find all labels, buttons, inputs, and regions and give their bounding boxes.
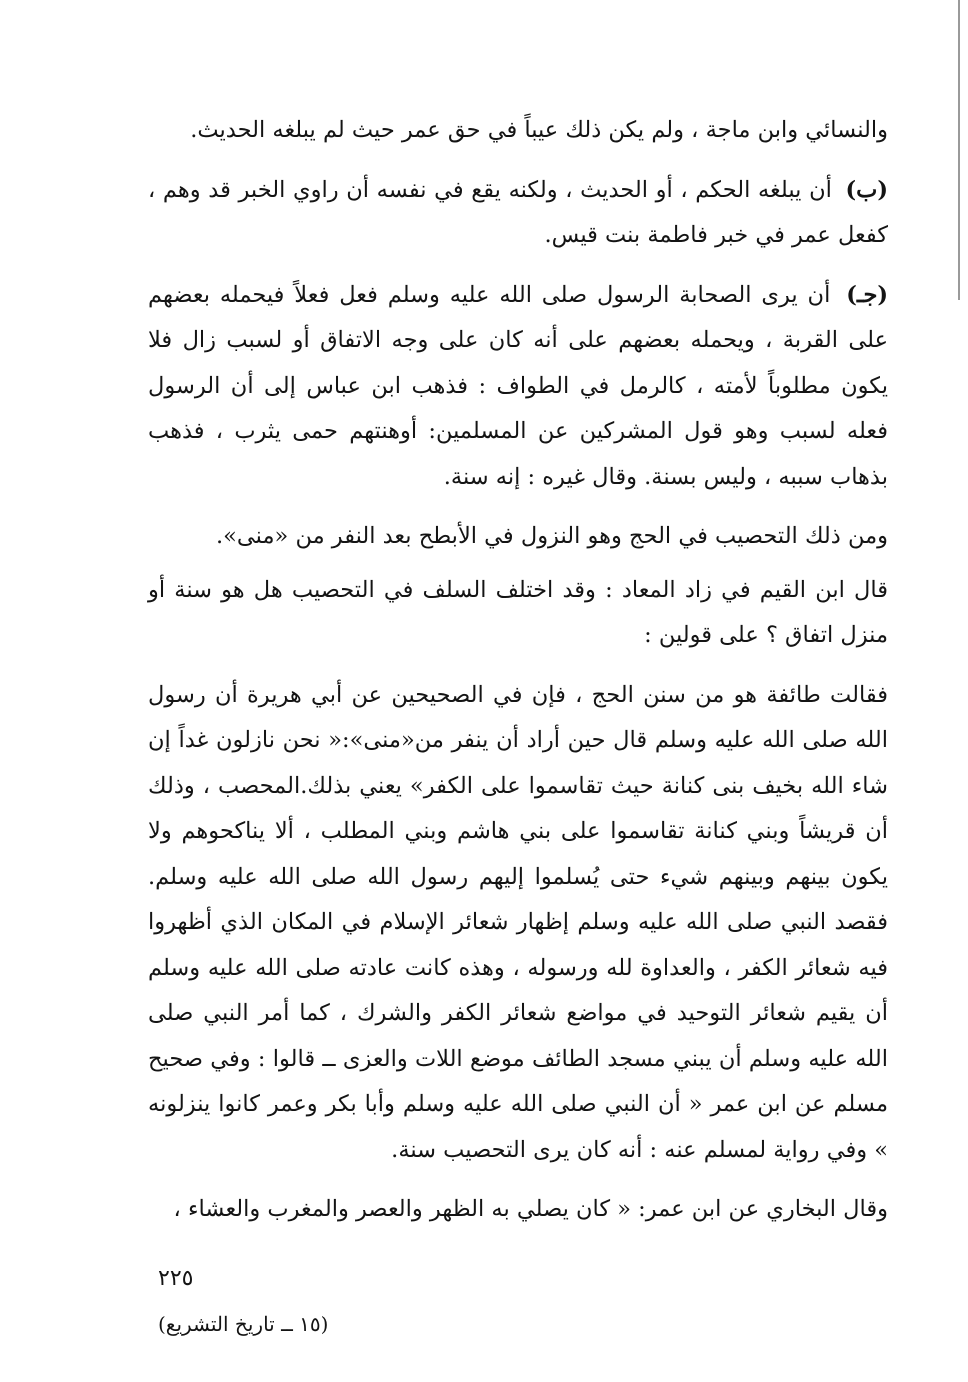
paragraph-3-marker: (جـ) — [846, 281, 888, 308]
paragraph-6 — [148, 673, 888, 1174]
paragraph-7-text: وقال البخاري عن ابن عمر: « كان يصلي به الظهر والعصر والمغرب والعشاء ، — [173, 1196, 888, 1222]
paragraph-6-text: فقالت طائفة هو من سنن الحج ، فإن في الصحيحين عن أبي هريرة أن رسول الله صلى الله عليه وسلم قال حين أراد أن ينفر من«منى»:« نحن نازلون غداً إن شاء الله بخيف بنى كنانة حيث تقاسموا على الكفر» يعني بذلك.المحصب ، وذلك أن قريشاً وبني كنانة تقاسموا على بني هاشم وبني المطلب ، ألا يناكحوهم ولا يكون بينهم وبينهم شيء حتى يُسلموا إليهم رسول الله صلى الله عليه وسلم. فقصد النبي صلى الله عليه وسلم إظهار شعائر الإسلام في المكان الذي أظهروا فيه شعائر الكفر ، والعداوة لله ورسوله ، وهذه كانت عادته صلى الله عليه وسلم أن يقيم شعائر التوحيد في مواضع شعائر الكفر والشرك ، كما أمر النبي صلى الله عليه وسلم أن يبني مسجد الطائف موضع اللات والعزى ــ قالوا : وفي صحيح مسلم عن ابن عمر « أن النبي صلى الله عليه وسلم وأبا بكر وعمر كانوا ينزلونه » وفي رواية لمسلم عنه : أنه كان يرى التحصيب سنة. — [148, 681, 888, 1163]
footer-note: (١٥ ــ تاريخ التشريع) — [158, 1312, 329, 1336]
paragraph-2-marker: (ب) — [845, 176, 888, 203]
paragraph-5 — [148, 568, 888, 659]
paragraph-3-text: أن يرى الصحابة الرسول صلى الله عليه وسلم فعل فعلاً فيحمله بعضهم على القربة ، ويحمله بعضهم على أنه كان على وجه الاتفاق أو لسبب زال فلا يكون مطلوباً لأمته ، كالرمل في الطواف : فذهب ابن عباس إلى أن الرسول فعله لسبب وهو قول المشركين عن المسلمين: أوهنتهم حمى يثرب ، فذهب بذهاب سببه ، وليس بسنة. وقال غيره : إنه سنة. — [148, 281, 888, 490]
page-edge-shadow — [958, 0, 960, 300]
paragraph-2-text: أن يبلغه الحكم ، أو الحديث ، ولكنه يقع في نفسه أن راوي الخبر قد وهم ، كفعل عمر في خبر فاطمة بنت قيس. — [148, 176, 888, 248]
page-body-text — [148, 108, 888, 1247]
paragraph-3 — [148, 273, 888, 501]
paragraph-1 — [148, 108, 888, 154]
paragraph-2 — [148, 168, 888, 259]
paragraph-7 — [148, 1187, 888, 1233]
paragraph-4-text: ومن ذلك التحصيب في الحج وهو النزول في الأبطح بعد النفر من «منى». — [216, 523, 888, 549]
paragraph-4 — [148, 514, 888, 560]
paragraph-5-text: قال ابن القيم في زاد المعاد : وقد اختلف السلف في التحصيب هل هو سنة أو منزل اتفاق ؟ على قولين : — [148, 576, 888, 648]
page-number: ٢٢٥ — [158, 1266, 194, 1291]
paragraph-1-text: والنسائي وابن ماجة ، ولم يكن ذلك عيباً في حق عمر حيث لم يبلغه الحديث. — [190, 117, 888, 143]
